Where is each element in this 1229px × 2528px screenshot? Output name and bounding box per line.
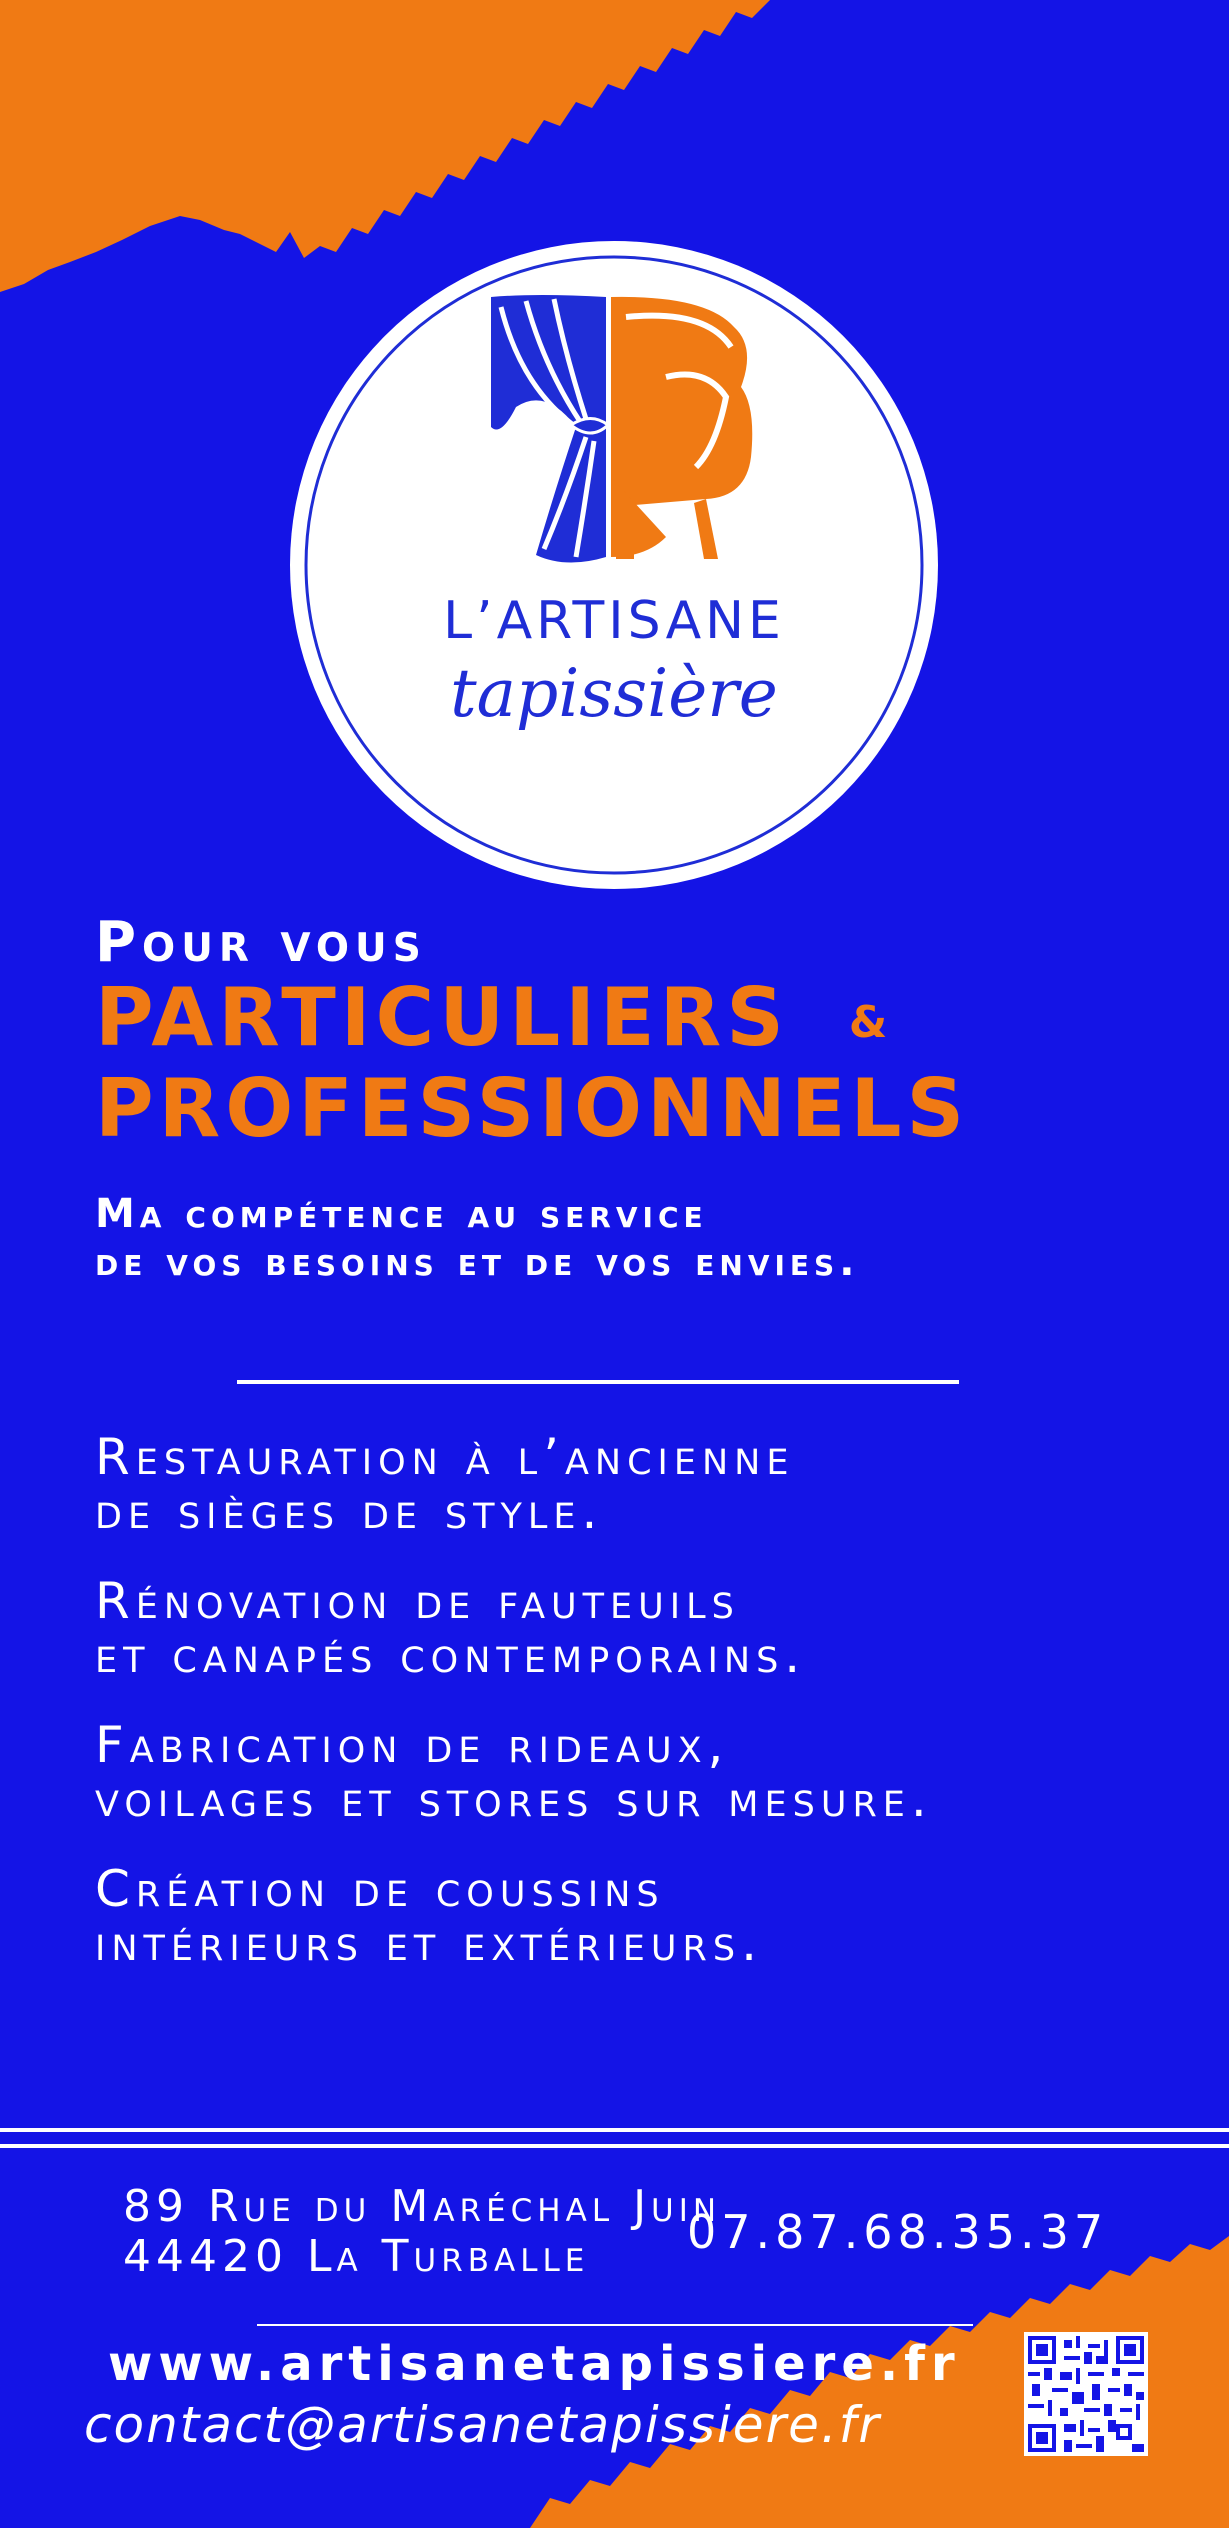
subheading bbox=[95, 1190, 859, 1286]
service-line: Fabrication de rideaux, bbox=[95, 1716, 730, 1774]
service-item bbox=[95, 1430, 1195, 1538]
service-line: Rénovation de fauteuils bbox=[95, 1572, 740, 1630]
email-link[interactable]: contact@artisanetapissiere.fr bbox=[84, 2396, 881, 2454]
service-line: Création de coussins bbox=[95, 1860, 665, 1918]
divider bbox=[237, 1380, 959, 1384]
headline-particuliers: PARTICULIERS bbox=[95, 971, 789, 1064]
services-list bbox=[95, 1430, 1195, 2006]
service-line: Restauration à l’ancienne bbox=[95, 1428, 795, 1486]
band-divider-top bbox=[0, 2128, 1229, 2132]
brand-name: L’ARTISANE bbox=[443, 591, 785, 651]
address bbox=[123, 2182, 721, 2282]
address-city: 44420 La Turballe bbox=[123, 2231, 590, 2282]
service-item bbox=[95, 1718, 1195, 1826]
brand-tagline: tapissière bbox=[450, 655, 778, 732]
headline-ampersand: & bbox=[848, 997, 893, 1049]
service-item bbox=[95, 1574, 1195, 1682]
headline bbox=[95, 910, 970, 1156]
headline-line2: PROFESSIONNELS bbox=[95, 1062, 970, 1156]
service-line: et canapés contemporains. bbox=[95, 1626, 807, 1684]
qr-code-icon bbox=[1024, 2332, 1148, 2456]
headline-intro: Pour vous bbox=[95, 910, 427, 975]
service-line: de sièges de style. bbox=[95, 1482, 604, 1540]
subheading-line1: Ma compétence au service bbox=[95, 1191, 708, 1237]
subheading-line2: de vos besoins et de vos envies. bbox=[95, 1239, 860, 1285]
contact-divider bbox=[257, 2324, 973, 2326]
service-item bbox=[95, 1862, 1195, 1970]
logo bbox=[286, 237, 942, 893]
band-divider-bottom bbox=[0, 2144, 1229, 2148]
address-street: 89 Rue du Maréchal Juin bbox=[123, 2181, 722, 2232]
headline-line1 bbox=[95, 971, 969, 1066]
armchair-curtain-icon bbox=[286, 237, 942, 893]
service-line: intérieurs et extérieurs. bbox=[95, 1914, 763, 1972]
phone-number[interactable]: 07.87.68.35.37 bbox=[687, 2205, 1109, 2259]
service-line: voilages et stores sur mesure. bbox=[95, 1770, 933, 1828]
website-link[interactable]: www.artisanetapissiere.fr bbox=[108, 2336, 961, 2392]
